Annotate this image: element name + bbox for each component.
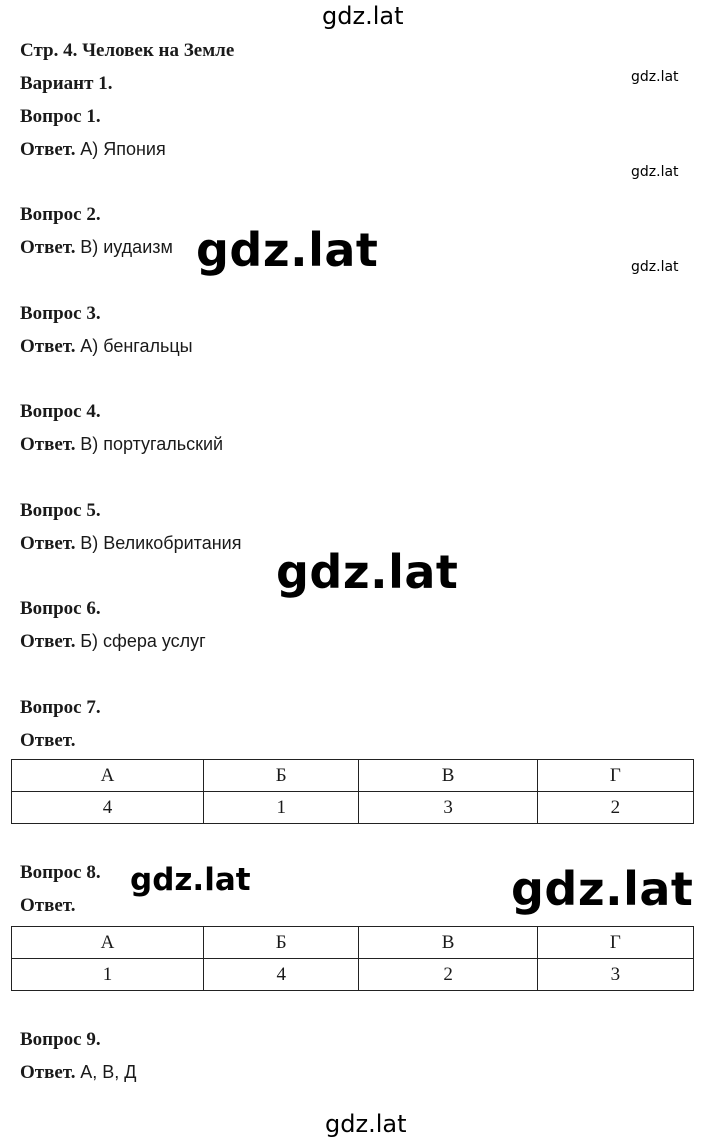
table-header-cell: В <box>359 927 537 959</box>
watermark-big-2: gdz.lat <box>276 545 459 599</box>
question-8-table <box>11 926 694 991</box>
table-cell: 4 <box>204 959 359 991</box>
question-6-answer: Ответ. Б) сфера услуг <box>20 631 206 652</box>
question-8-label: Вопрос 8. <box>20 862 101 883</box>
question-1-label: Вопрос 1. <box>20 106 101 127</box>
variant-label: Вариант 1. <box>20 73 113 94</box>
question-7-table <box>11 759 694 824</box>
question-7-label: Вопрос 7. <box>20 697 101 718</box>
question-5-answer: Ответ. В) Великобритания <box>20 533 242 554</box>
table-header-cell: Г <box>537 760 693 792</box>
table-header-cell: А <box>12 760 204 792</box>
watermark-bottom: gdz.lat <box>325 1110 407 1138</box>
table-cell: 4 <box>12 792 204 824</box>
table-cell: 3 <box>359 792 537 824</box>
table-header-row <box>12 927 694 959</box>
table-cell: 1 <box>12 959 204 991</box>
question-9-answer: Ответ. А, В, Д <box>20 1062 137 1083</box>
watermark-big-3: gdz.lat <box>511 862 694 916</box>
watermark-mid: gdz.lat <box>130 862 251 898</box>
table-header-cell: Г <box>537 927 693 959</box>
page-title: Стр. 4. Человек на Земле <box>20 40 235 61</box>
question-5-label: Вопрос 5. <box>20 500 101 521</box>
question-2-answer: Ответ. В) иудаизм <box>20 237 173 258</box>
table-header-cell: А <box>12 927 204 959</box>
question-6-label: Вопрос 6. <box>20 598 101 619</box>
watermark-big-1: gdz.lat <box>196 223 379 277</box>
table-row <box>12 792 694 824</box>
table-header-cell: В <box>359 760 537 792</box>
watermark-small-1: gdz.lat <box>631 69 679 85</box>
question-2-label: Вопрос 2. <box>20 204 101 225</box>
table-header-cell: Б <box>204 927 359 959</box>
table-cell: 2 <box>359 959 537 991</box>
question-9-label: Вопрос 9. <box>20 1029 101 1050</box>
table-cell: 2 <box>537 792 693 824</box>
table-header-cell: Б <box>204 760 359 792</box>
table-row <box>12 959 694 991</box>
question-1-answer: Ответ. А) Япония <box>20 139 166 160</box>
question-7-answer-label: Ответ. <box>20 730 76 751</box>
question-8-answer-label: Ответ. <box>20 895 76 916</box>
watermark-top: gdz.lat <box>322 2 404 30</box>
table-cell: 1 <box>204 792 359 824</box>
question-4-label: Вопрос 4. <box>20 401 101 422</box>
question-4-answer: Ответ. В) португальский <box>20 434 224 455</box>
table-cell: 3 <box>537 959 693 991</box>
table-header-row <box>12 760 694 792</box>
watermark-small-2: gdz.lat <box>631 164 679 180</box>
watermark-small-3: gdz.lat <box>631 259 679 275</box>
question-3-answer: Ответ. А) бенгальцы <box>20 336 193 357</box>
question-3-label: Вопрос 3. <box>20 303 101 324</box>
